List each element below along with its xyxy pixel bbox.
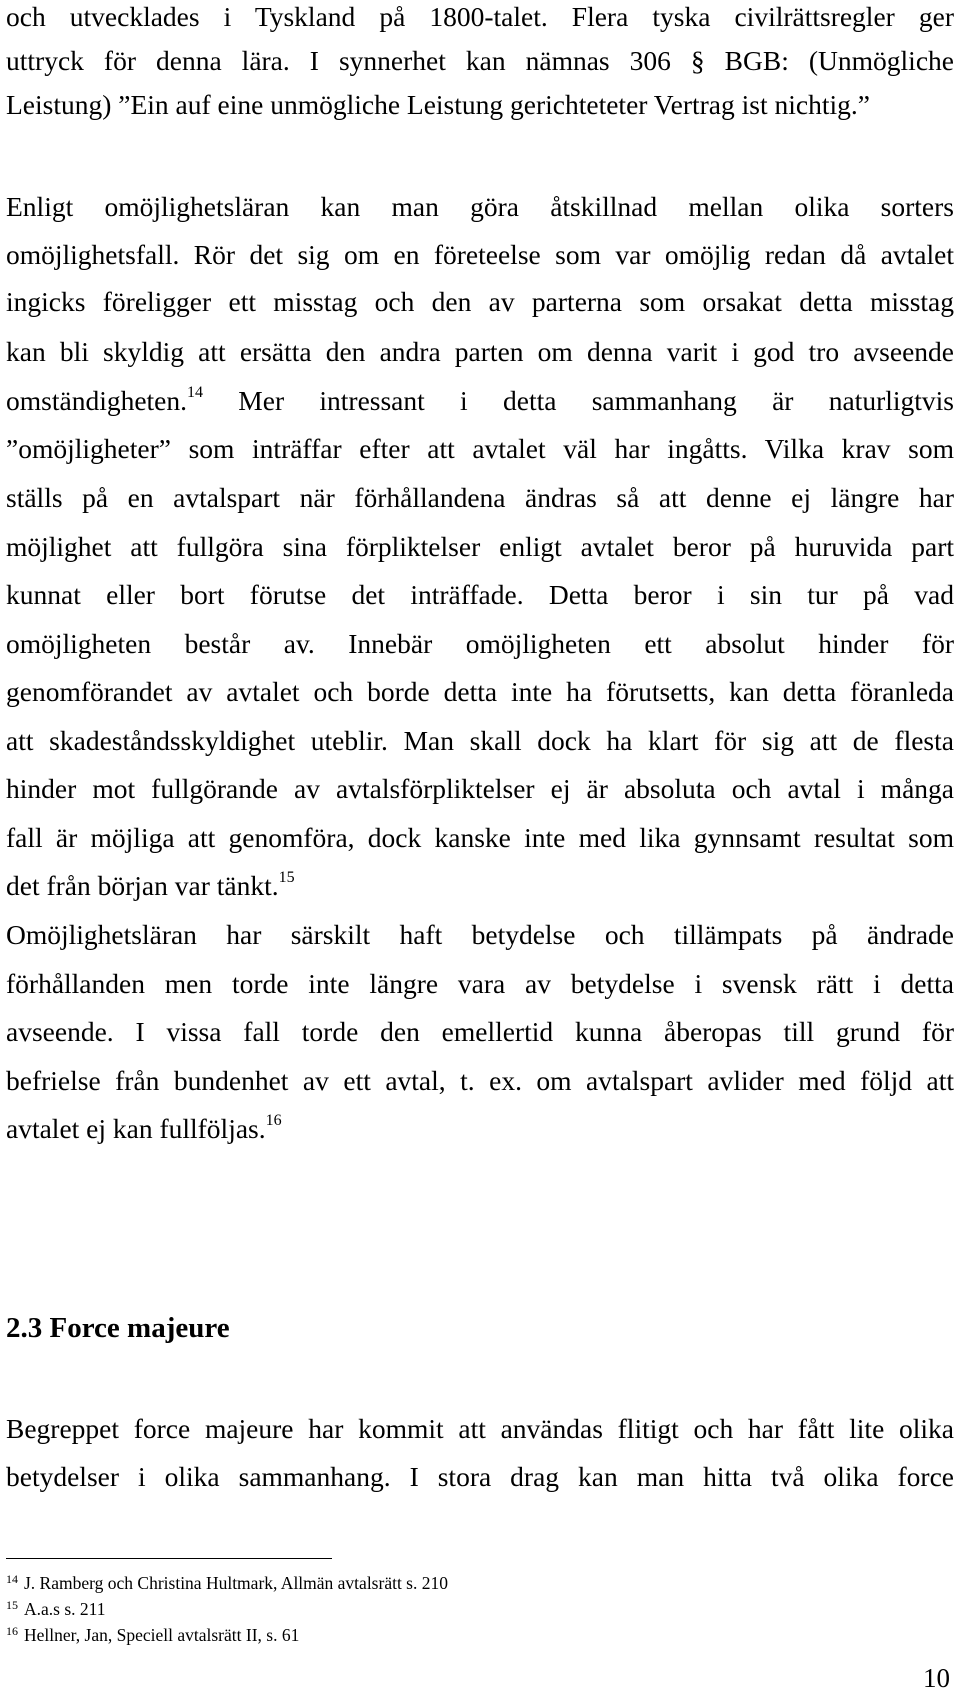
footnote-marker-14[interactable]: 14 (187, 384, 204, 401)
paragraph-line-with-footnote (6, 1112, 954, 1146)
paragraph-line: avseende. I vissa fall torde den emellertid kunna åberopas till grund för (6, 1016, 954, 1047)
paragraph-line: och utvecklades i Tyskland på 1800-talet. Flera tyska civilrättsregler ger (6, 1, 954, 32)
paragraph-line: ingicks föreligger ett misstag och den av parterna som orsakat detta misstag (6, 286, 954, 317)
footnote-number: 14 (6, 1572, 18, 1586)
paragraph-line: betydelser i olika sammanhang. I stora drag kan man hitta två olika force (6, 1461, 954, 1492)
paragraph-line: fall är möjliga att genomföra, dock kanske inte med lika gynnsamt resultat som (6, 822, 954, 853)
paragraph-line: uttryck för denna lära. I synnerhet kan nämnas 306 § BGB: (Unmögliche (6, 45, 954, 76)
section-heading: 2.3 Force majeure (6, 1312, 230, 1344)
paragraph-line: genomförandet av avtalet och borde detta inte ha förutsetts, kan detta föranleda (6, 676, 954, 707)
paragraph-line-with-footnote (6, 869, 954, 903)
footnote-text: J. Ramberg och Christina Hultmark, Allmän avtalsrätt s. 210 (24, 1573, 448, 1593)
footnote-15 (6, 1594, 106, 1620)
paragraph-line: möjlighet att fullgöra sina förpliktelser enligt avtalet beror på huruvida part (6, 531, 954, 562)
footnote-marker-16[interactable]: 16 (265, 1112, 282, 1129)
footnote-number: 16 (6, 1624, 18, 1638)
paragraph-line: att skadeståndsskyldighet uteblir. Man skall dock ha klart för sig att de flesta (6, 725, 954, 756)
line-text: avtalet ej kan fullföljas. (6, 1113, 266, 1144)
paragraph-line: Leistung) ”Ein auf eine unmögliche Leistung gerichteteter Vertrag ist nichtig.” (6, 89, 870, 120)
paragraph-line: kunnat eller bort förutse det inträffade. Detta beror i sin tur på vad (6, 579, 954, 610)
paragraph-line: förhållanden men torde inte längre vara av betydelse i svensk rätt i detta (6, 968, 954, 999)
footnote-text: A.a.s s. 211 (24, 1599, 106, 1619)
paragraph-line: ”omöjligheter” som inträffar efter att avtalet väl har ingåtts. Vilka krav som (6, 433, 954, 464)
line-text: Mer intressant i detta sammanhang är naturligtvis (203, 385, 954, 416)
paragraph-line: ställs på en avtalspart när förhållandena ändras så att denne ej längre har (6, 482, 954, 513)
paragraph-line: omöjligheten består av. Innebär omöjligheten ett absolut hinder för (6, 628, 954, 659)
paragraph-line: omöjlighetsfall. Rör det sig om en företeelse som var omöjlig redan då avtalet (6, 239, 954, 270)
paragraph-line: befrielse från bundenhet av ett avtal, t. ex. om avtalspart avlider med följd att (6, 1065, 954, 1096)
footnote-marker-15[interactable]: 15 (278, 869, 295, 886)
footnote-14 (6, 1568, 448, 1594)
line-text: omständigheten. (6, 385, 188, 416)
line-text: det från början var tänkt. (6, 870, 279, 901)
paragraph-line: Begreppet force majeure har kommit att användas flitigt och har fått lite olika (6, 1413, 954, 1444)
footnote-16 (6, 1620, 299, 1646)
footnote-separator (6, 1558, 332, 1559)
paragraph-line: kan bli skyldig att ersätta den andra parten om denna varit i god tro avseende (6, 336, 954, 367)
page-number: 10 (923, 1663, 950, 1693)
paragraph-line: Enligt omöjlighetsläran kan man göra åtskillnad mellan olika sorters (6, 191, 954, 222)
footnote-number: 15 (6, 1598, 18, 1612)
paragraph-line: Omöjlighetsläran har särskilt haft betydelse och tillämpats på ändrade (6, 919, 954, 950)
footnote-text: Hellner, Jan, Speciell avtalsrätt II, s. 61 (24, 1625, 300, 1645)
paragraph-line: hinder mot fullgörande av avtalsförpliktelser ej är absoluta och avtal i många (6, 773, 954, 804)
paragraph-line-with-footnote (6, 384, 954, 418)
